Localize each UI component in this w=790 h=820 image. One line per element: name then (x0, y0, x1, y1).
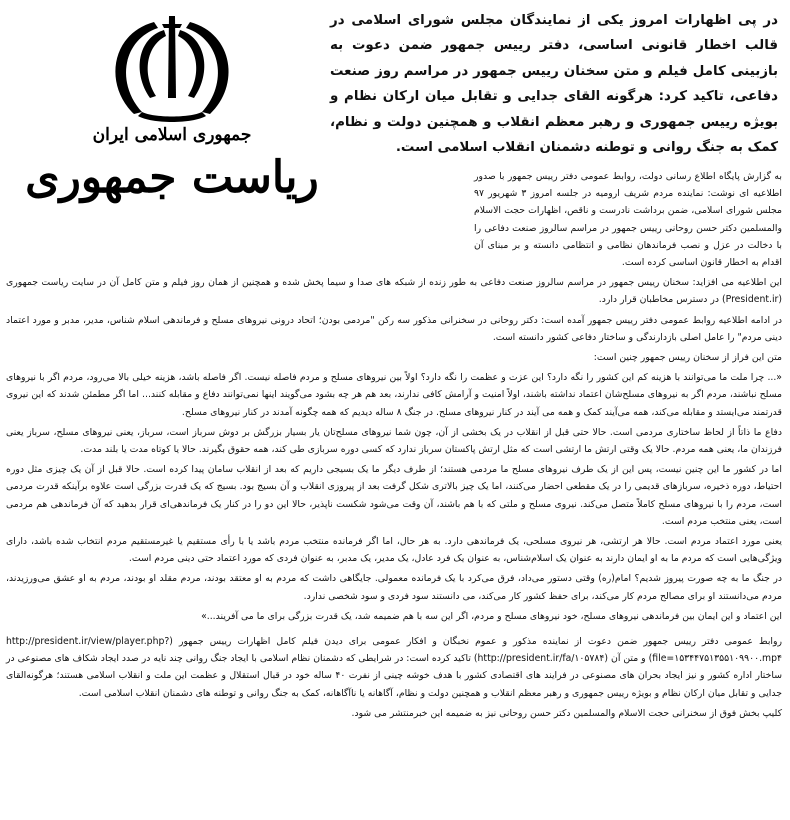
body-paragraph: این اطلاعیه می افزاید: سخنان رییس جمهور در مراسم سالروز صنعت دفاعی به طور زنده از شبکه های صدا و سیما پخش شده و همچنین از همان روز فیلم و متن کامل آن در سایت ریاست جمهوری (President.ir) در دسترس مخاطبان قرار دارد. (6, 277, 782, 306)
body-paragraph: به گزارش پایگاه اطلاع رسانی دولت، روابط عمومی دفتر رییس جمهور با صدور اطلاعیه ای نوشت: نماینده مردم شریف ارومیه در جلسه امروز ۳ شهریور ۹۷ مجلس شورای اسلامی، ضمن برداشت نادرست و ناقص، اظهارات حجت الاسلام والمسلمین دکتر حسن روحانی رییس جمهور در مراسم سالروز صنعت دفاعی را با دخالت در عزل و نصب فرماندهان نظامی و انتظامی دانسته و بر مبنای آن اقدام به اخطار قانون اساسی کرده است. (474, 171, 783, 269)
body-paragraph: روابط عمومی دفتر رییس جمهور ضمن دعوت از نماینده مذکور و عموم نخبگان و افکار عمومی برای دیدن فیلم کامل اظهارات رییس جمهور (http://president.ir/view/player.php?file=۱۵۳۴۴۷۵۱۳۵۵۱۰۹۹۰۰.mp۴) و متن آن (http://president.ir/fa/۱۰۵۷۸۴) تاکید کرده است: در شرایطی که دشمنان نظام اسلامی با ایجاد جنگ روانی چند نایه در صدد ایجاد شکاف های مصنوعی در ساختار اداره کشور و نیز ایجاد بحران های مصنوعی در فرایند های اقتصادی کشور با هدف خوشه چینی از نفرت ۴۰ ساله خود در قبال استقلال و عظمت این ملت و انقلاب اسلامی هستند؛ هرگونه‌القای جدایی و تقابل میان ارکان نظام و بویژه رییس جمهوری و رهبر معظم انقلاب و همچنین دولت و نظام، آگاهانه یا ناآگاهانه، کمک به جنگ روانی و توطنه های دشمنان انقلاب اسلامی است. (6, 636, 782, 699)
quote-paragraph: در جنگ ما به چه صورت پیروز شدیم؟ امام(ره) وقتی دستور می‌داد، فرق می‌کرد با یک فرمانده معمولی. جایگاهی داشت که مردم به او معتقد بودند، مردم مقلد او بودند، مردم به او عشق می‌ورزیدند، مردم می‌دانستند او برای مصالح مردم کار می‌کند، برای حفظ کشور کار می‌کند، می دانستند سود فردی و سود شخصی ندارد. (6, 573, 782, 602)
article-body (6, 168, 782, 725)
quote-paragraph: دفاع ما ذاتاً از لحاظ ساختاری مردمی است. حالا حتی قبل از انقلاب در یک بخشی از آن، چون شما نیروهای مسلح‌تان یار بسیار بزرگش بر دوش سرباز است، سرباز، یعنی نیروهای مسلح، سرباز یعنی فرزندان ما، یعنی همه مردم. حالا یک وقتی ارتش ما ارتشی است که مثل ارتش پاکستان سرباز ندارد که کسی دوره سربازی طی کند، همه حقوق بگیرند. حالا یا کوتاه مدت یا بلند مدت. (6, 426, 782, 456)
logo-line2: ریاست جمهوری (25, 152, 319, 203)
quote-paragraph: یعنی مورد اعتماد مردم است. حالا هر ارتشی، هر نیروی مسلحی، یک فرماندهی دارد. به هر حال، اما اگر فرمانده منتخب مردم باشد یا با رأی مستقیم یا غیرمستقیم مردم انتخاب شده باشد، دارای ویژگی‌هایی است که مردم ما به او ایمان دارند به عنوان یک اسلام‌شناس، به عنوان یک فرد عادل، یک مدیر، یک مدبر، به عنوان فردی که مورد اعتماد حتی دینی مردم است. (6, 536, 782, 565)
quote-paragraph: این اعتماد و این ایمان بین فرماندهی نیروهای مسلح، خود نیروهای مسلح و مردم، اگر این سه با هم ضمیمه شد، یک قدرت بزرگی برای ما می آفریند...» (201, 610, 782, 622)
body-paragraph: کلیپ بخش فوق از سخنرانی حجت الاسلام والمسلمین دکتر حسن روحانی نیز به ضمیمه این خبرمنتشر می شود. (351, 707, 782, 719)
logo-line1: جمهوری اسلامی ایران (92, 125, 252, 145)
body-paragraph: در ادامه اطلاعیه روابط عمومی دفتر رییس جمهور آمده است: دکتر روحانی در سخنرانی مذکور سه رکن "مردمی بودن؛ اتحاد درونی نیروهای مسلح و فرماندهی اسلام شناس، مدیر، مدبر و مورد اعتماد دینی مردم" را عامل اصلی بازدارندگی و ساختار دفاعی کشور دانسته است. (6, 314, 782, 343)
lead-paragraph: در پی اظهارات امروز یکی از نمایندگان مجلس شورای اسلامی در قالب اخطار قانونی اساسی، دفتر رییس جمهور ضمن دعوت به بازبینی کامل فیلم و متن سخنان رییس جمهور در مراسم روز صنعت دفاعی، تاکید کرد: هرگونه القای جدایی و تقابل میان ارکان نظام و بویژه رییس جمهوری و رهبر معظم انقلاب و همچنین دولت و نظام، کمک به جنگ روانی و توطنه دشمنان انقلاب اسلامی است. (330, 13, 778, 156)
quote-paragraph: «... چرا ملت ما می‌توانند با هزینه کم این کشور را نگه دارد؟ این عزت و عظمت را نگه دارد؟ اولاً بین نیروهای مسلح و مردم فاصله نیست. اگر فاصله باشد، هزینه خیلی بالا می‌رود، مردم اگر با نیروهای مسلح نباشند، مردم اگر به نیروهای مسلح‌شان اعتماد نداشته باشند، اولاً امنیت و آرامش کافی ندارند، بعد هم هر چه بشود می‌گویند اینها نمی‌توانند دفاع و مقابله کنند... اما اگر مطمئن شدند که این نیروی قدرتمند می‌ایستد و مقابله می‌کند، همه می‌آیند کمک و همه می آیند در کنار نیروهای مسلح. در جنگ ۸ ساله دیدیم که همه چگونه آمدند در کنار نیروهای مسلح. (6, 372, 782, 418)
body-paragraph: متن این فراز از سخنان رییس جمهور چنین است: (593, 352, 782, 364)
quote-paragraph: اما در کشور ما این چنین نیست، پس این از یک طرف نیروهای مسلح ما مردمی هستند؛ از طرف دیگر ما یک بسیجی داریم که بعد از انقلاب سامان پیدا کرده است. حالا قبل از آن یک چیزی مثل دوره احتیاط، دوره ذخیره، سربازهای قدیمی را در یک مقطعی احضار می‌کنند، اما یک چیز بالاتری شکل گرفت بعد از پیروزی انقلاب و آن بسیج بود. بسیج که یک قدرت بزرگی است علاوه برآینکه قدرت مردمی است، مردم را با نیروهای مسلح کاملاً متصل می‌کند. نیروی مسلح و ملتی که با هم باشند، آن وقت می‌شود شکست ناپذیر، حالا این دو را در کنار یک فرماندهی‌ای قرار بدهید که آن فرماندهی هم مردمی است، یعنی منتخب مردم است. (6, 464, 782, 527)
